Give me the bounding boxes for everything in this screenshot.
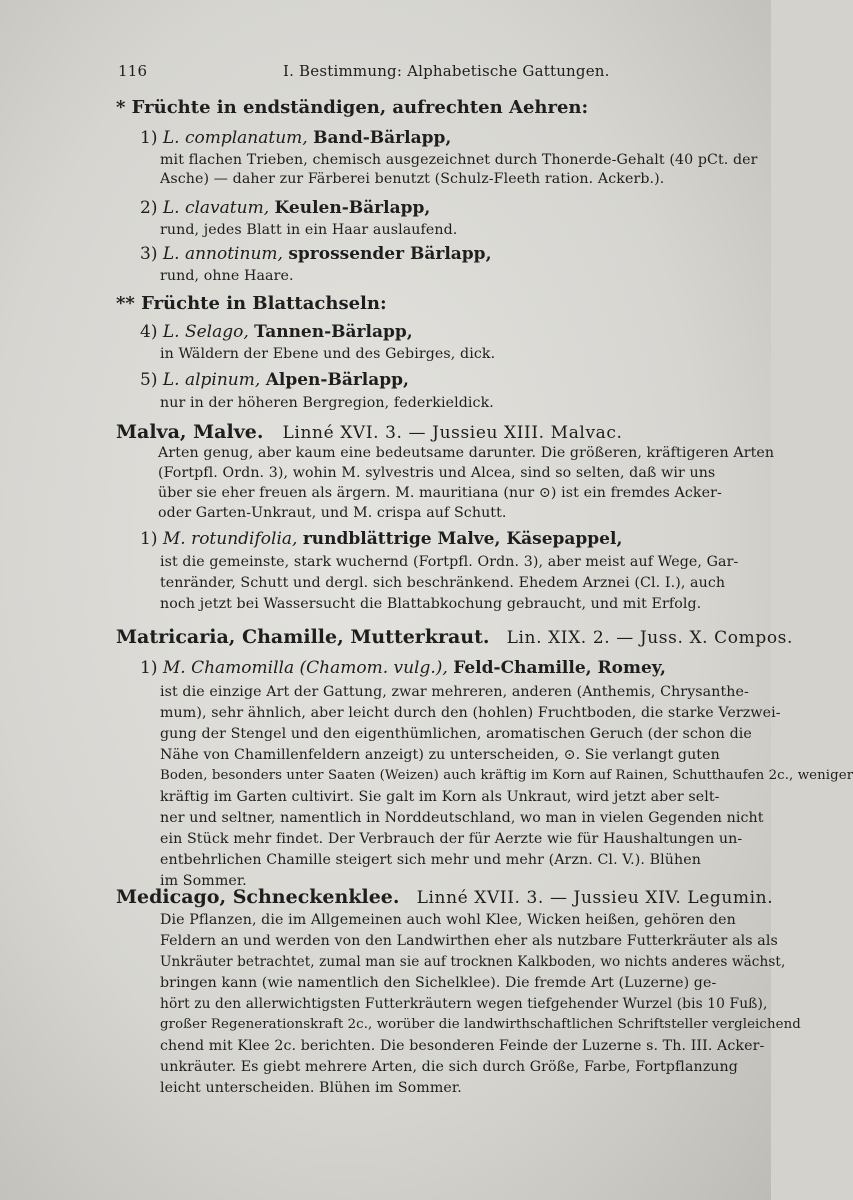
german-name: Feld-Chamille, Romey, [453,658,666,678]
desc-line: Asche) — daher zur Färberei benutzt (Schulz-Fleeth ration. Ackerb.). [160,171,665,187]
body-line: Die Pflanzen, die im Allgemeinen auch wohl Klee, Wicken heißen, gehören den [160,912,736,928]
species-item-4 [140,322,413,342]
body-line: Nähe von Chamillenfeldern anzeigt) zu unterscheiden, ⊙. Sie verlangt guten [160,747,720,763]
body-line: Feldern an und werden von den Landwirthen eher als nutzbare Futterkräuter als als [160,933,778,949]
desc-line: nur in der höheren Bergregion, federkieldick. [160,395,494,411]
latin-name: M. Chamomilla (Chamom. vulg.), [162,658,448,678]
classification-ref: Lin. XIX. 2. — Juss. X. Compos. [506,628,793,648]
species-item-malva [140,529,622,549]
group-heading-1: * Früchte in endständigen, aufrechten Aehren: [116,97,589,118]
desc-line: mit flachen Trieben, chemisch ausgezeichnet durch Thonerde-Gehalt (40 pCt. der [160,152,758,168]
latin-name: M. rotundifolia, [162,529,298,549]
latin-name: L. annotinum, [162,244,283,264]
body-line: entbehrlichen Chamille steigert sich mehr und mehr (Arzn. Cl. V.). Blühen [160,852,701,868]
body-line: tenränder, Schutt und dergl. sich beschränkend. Ehedem Arznei (Cl. I.), auch [160,575,726,591]
genus-heading: Malva, Malve. [116,421,264,443]
genus-heading: Medicago, Schneckenklee. [116,886,400,908]
body-line: chend mit Klee 2c. berichten. Die besonderen Feinde der Luzerne s. Th. III. Acker- [160,1038,765,1054]
item-number: 4) [140,322,158,342]
body-line: hört zu den allerwichtigsten Futterkräutern wegen tiefgehender Wurzel (bis 10 Fuß), [160,996,768,1012]
classification-ref: Linné XVI. 3. — Jussieu XIII. Malvac. [282,423,623,443]
item-number: 5) [140,370,158,390]
item-number: 1) [140,128,158,148]
item-number: 3) [140,244,158,264]
body-line: im Sommer. [160,873,247,889]
item-number: 1) [140,658,158,678]
german-name: rundblättrige Malve, Käsepappel, [302,529,623,549]
german-name: Band-Bärlapp, [313,128,452,148]
species-item-3 [140,244,491,264]
body-line: leicht unterscheiden. Blühen im Sommer. [160,1080,462,1096]
species-item-2 [140,198,430,218]
body-line: Boden, besonders unter Saaten (Weizen) auch kräftig im Korn auf Rainen, Schutthaufen 2c., weniger [160,768,853,783]
body-line: mum), sehr ähnlich, aber leicht durch den (hohlen) Fruchtboden, die starke Verzwei- [160,705,781,721]
species-item-5 [140,370,409,390]
body-line: (Fortpfl. Ordn. 3), wohin M. sylvestris und Alcea, sind so selten, daß wir uns [158,465,716,481]
body-line: ein Stück mehr findet. Der Verbrauch der für Aerzte wie für Haushaltungen un- [160,831,743,847]
genus-heading: Matricaria, Chamille, Mutterkraut. [116,626,490,648]
german-name: Tannen-Bärlapp, [254,322,413,342]
body-line: ist die einzige Art der Gattung, zwar mehreren, anderen (Anthemis, Chrysanthe- [160,684,749,700]
latin-name: L. clavatum, [162,198,270,218]
item-number: 1) [140,529,158,549]
genus-entry-medicago [116,886,773,908]
group-heading-2: ** Früchte in Blattachseln: [116,293,387,314]
genus-entry-malva [116,421,623,443]
german-name: Keulen-Bärlapp, [274,198,431,218]
species-item-1 [140,128,451,148]
genus-entry-matricaria [116,626,793,648]
latin-name: L. Selago, [162,322,249,342]
body-line: bringen kann (wie namentlich den Sichelklee). Die fremde Art (Luzerne) ge- [160,975,717,991]
body-line: ist die gemeinste, stark wuchernd (Fortpfl. Ordn. 3), aber meist auf Wege, Gar- [160,554,739,570]
body-line: gung der Stengel und den eigenthümlichen, aromatischen Geruch (der schon die [160,726,752,742]
german-name: Alpen-Bärlapp, [265,370,409,390]
german-name: sprossender Bärlapp, [288,244,492,264]
body-line: noch jetzt bei Wassersucht die Blattabkochung gebraucht, und mit Erfolg. [160,596,702,612]
item-number: 2) [140,198,158,218]
desc-line: rund, ohne Haare. [160,268,294,284]
page-number: 116 [118,62,148,80]
body-line: über sie eher freuen als ärgern. M. mauritiana (nur ⊙) ist ein fremdes Acker- [158,485,722,501]
running-title: I. Bestimmung: Alphabetische Gattungen. [283,62,610,80]
classification-ref: Linné XVII. 3. — Jussieu XIV. Legumin. [416,888,774,908]
desc-line: in Wäldern der Ebene und des Gebirges, dick. [160,346,496,362]
body-line: Unkräuter betrachtet, zumal man sie auf trocknen Kalkboden, wo nichts anderes wächst, [160,954,786,970]
body-line: Arten genug, aber kaum eine bedeutsame darunter. Die größeren, kräftigeren Arten [158,445,775,461]
body-line: großer Regenerationskraft 2c., worüber die landwirthschaftlichen Schriftsteller vergleichend [160,1017,801,1032]
latin-name: L. alpinum, [162,370,261,390]
latin-name: L. complanatum, [162,128,308,148]
desc-line: rund, jedes Blatt in ein Haar auslaufend. [160,222,458,238]
body-line: ner und seltner, namentlich in Norddeutschland, wo man in vielen Gegenden nicht [160,810,764,826]
body-line: kräftig im Garten cultivirt. Sie galt im Korn als Unkraut, wird jetzt aber selt- [160,789,720,805]
body-line: unkräuter. Es giebt mehrere Arten, die sich durch Größe, Farbe, Fortpflanzung [160,1059,738,1075]
body-line: oder Garten-Unkraut, und M. crispa auf Schutt. [158,505,507,521]
species-item-matricaria [140,658,666,678]
